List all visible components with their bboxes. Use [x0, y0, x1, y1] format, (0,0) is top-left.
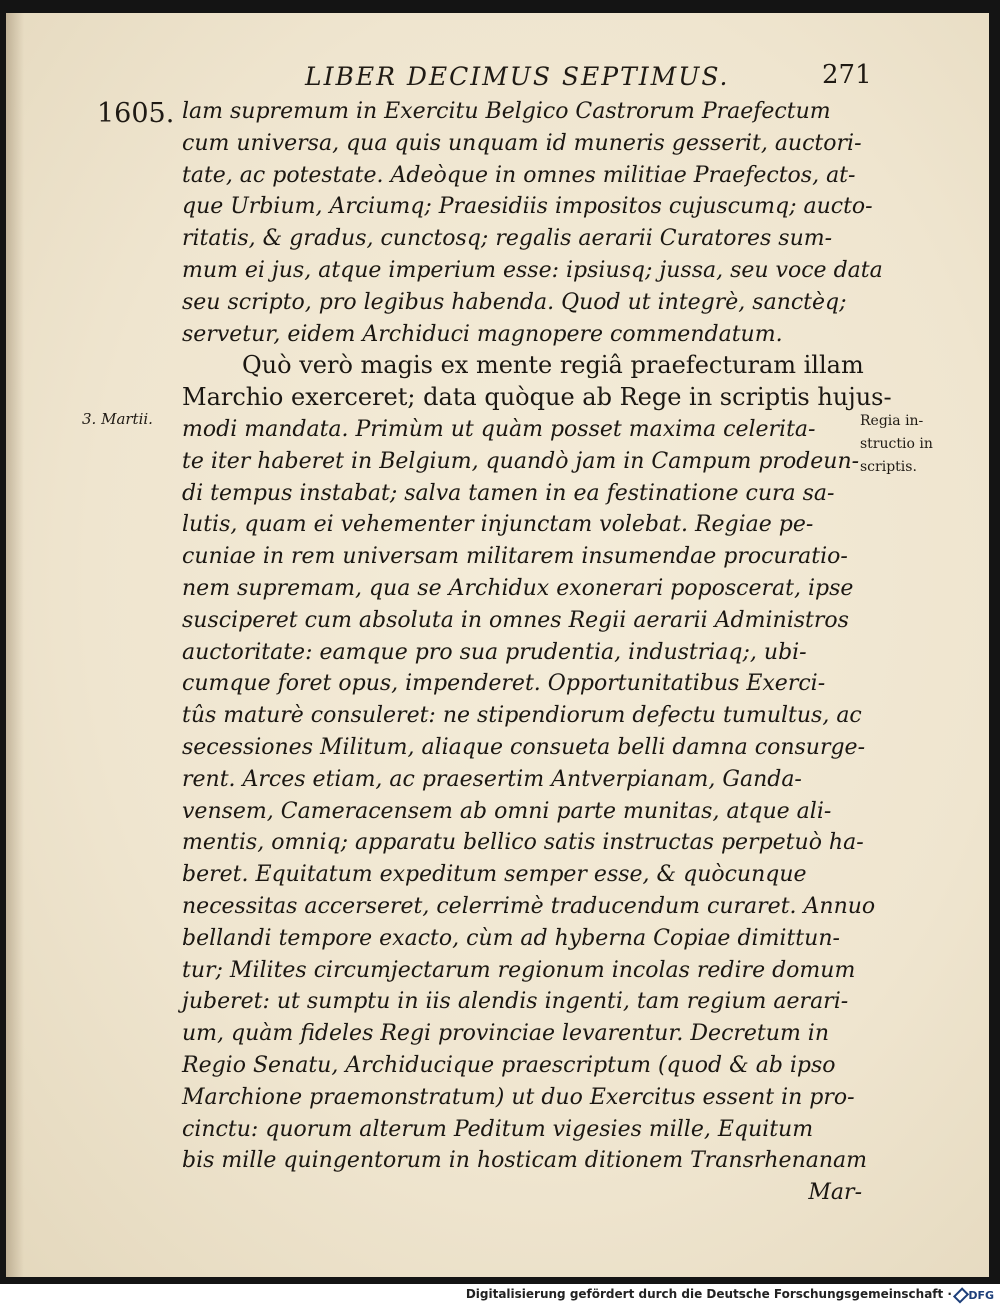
text-line: um, quàm fideles Regi provinciae levarentur. Decretum in	[182, 1021, 830, 1047]
text-line: Quò verò magis ex mente regiâ praefecturam illam	[242, 351, 864, 380]
side-note-line: scriptis.	[860, 459, 917, 475]
running-head: LIBER DECIMUS SEPTIMUS.	[305, 62, 730, 91]
text-line: Marchio exerceret; data quòque ab Rege in scriptis hujus-	[182, 383, 892, 412]
side-note-line: Regia in-	[860, 413, 924, 429]
text-line: beret. Equitatum expeditum semper esse, & quòcunque	[182, 862, 807, 888]
text-line: mentis, omniq; apparatu bellico satis instructas perpetuò ha-	[182, 830, 864, 856]
text-line: auctoritate: eamque pro sua prudentia, industriaq;, ubi-	[182, 639, 807, 665]
footer-bar	[0, 1284, 1000, 1307]
text-line: cum universa, qua quis unquam id muneris gesserit, auctori-	[182, 130, 862, 156]
funding-credit: Digitalisierung gefördert durch die Deutsche Forschungsgemeinschaft ·	[465, 1287, 952, 1301]
page-number: 271	[822, 60, 872, 90]
text-line: lutis, quam ei vehementer injunctam volebat. Regiae pe-	[182, 512, 814, 538]
text-line: cumque foret opus, impenderet. Opportunitatibus Exerci-	[182, 671, 826, 697]
text-line: di tempus instabat; salva tamen in ea festinatione cura sa-	[182, 480, 835, 506]
text-line: Regio Senatu, Archiducique praescriptum (quod & ab ipso	[182, 1052, 836, 1078]
dfg-logo-mark	[953, 1287, 969, 1303]
text-line: seu scripto, pro legibus habenda. Quod ut integrè, sanctèq;	[182, 289, 847, 315]
text-line: tur; Milites circumjectarum regionum incolas redire domum	[182, 957, 856, 983]
text-line: vensem, Cameracensem ab omni parte munitas, atque ali-	[182, 798, 832, 824]
dfg-logo-icon	[956, 1287, 994, 1303]
text-line: bellandi tempore exacto, cùm ad hyberna Copiae dimittun-	[182, 925, 840, 951]
text-line: susciperet cum absoluta in omnes Regii aerarii Administros	[182, 607, 849, 633]
text-line: bis mille quingentorum in hosticam ditionem Transrhenanam	[182, 1148, 867, 1174]
text-line: Marchione praemonstratum) ut duo Exercitus essent in pro-	[182, 1084, 855, 1110]
text-line: modi mandata. Primùm ut quàm posset maxima celerita-	[182, 416, 816, 442]
margin-date: 3. Martii.	[82, 410, 153, 428]
text-line: lam supremum in Exercitu Belgico Castrorum Praefectum	[182, 99, 831, 124]
text-line: cuniae in rem universam militarem insumendae procuratio-	[182, 544, 848, 570]
text-line: necessitas accerseret, celerrimè traducendum curaret. Annuo	[182, 893, 876, 919]
dfg-logo-text: DFG	[968, 1288, 994, 1302]
text-line: mum ei jus, atque imperium esse: ipsiusq; jussa, seu voce data	[182, 257, 883, 283]
side-note-line: structio in	[860, 436, 933, 452]
margin-side-note	[860, 410, 960, 479]
text-line: juberet: ut sumptu in iis alendis ingenti, tam regium aerari-	[182, 989, 849, 1015]
catchword: Mar-	[808, 1180, 862, 1206]
text-line: cinctu: quorum alterum Peditum vigesies mille, Equitum	[182, 1116, 814, 1142]
text-line: tûs maturè consuleret: ne stipendiorum defectu tumultus, ac	[182, 703, 862, 729]
text-line: tate, ac potestate. Adeòque in omnes militiae Praefectos, at-	[182, 162, 856, 188]
text-line: te iter haberet in Belgium, quandò jam in Campum prodeun-	[182, 448, 860, 474]
text-line: ritatis, & gradus, cunctosq; regalis aerarii Curatores sum-	[182, 226, 833, 252]
text-line: nem supremam, qua se Archidux exonerari poposcerat, ipse	[182, 575, 854, 601]
margin-year: 1605.	[97, 98, 175, 129]
gutter-shadow	[6, 13, 24, 1277]
text-line: rent. Arces etiam, ac praesertim Antverpianam, Ganda-	[182, 766, 802, 792]
text-line: servetur, eidem Archiduci magnopere commendatum.	[182, 321, 783, 347]
text-line: que Urbium, Arciumq; Praesidiis impositos cujuscumq; aucto-	[182, 194, 873, 220]
text-line: secessiones Militum, aliaque consueta belli damna consurge-	[182, 734, 865, 760]
